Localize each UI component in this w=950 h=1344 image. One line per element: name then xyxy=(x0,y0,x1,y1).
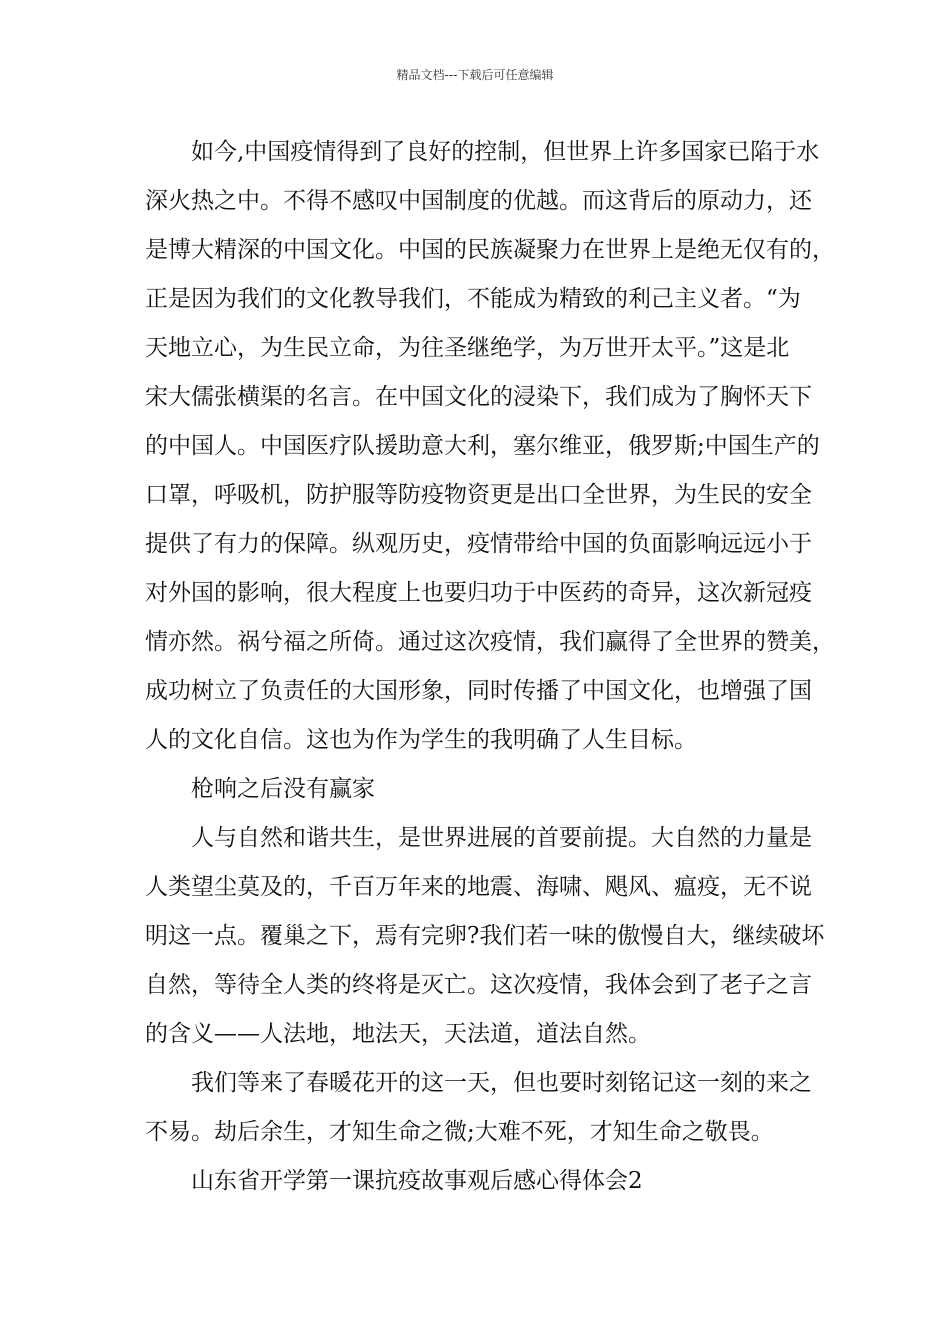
heading-text: 枪响之后没有赢家 xyxy=(191,776,375,802)
text-line: 如今,中国疫情得到了良好的控制，但世界上许多国家已陷于水 xyxy=(191,139,820,165)
section-title xyxy=(145,1157,833,1206)
paragraph xyxy=(145,1059,833,1157)
text-line: 正是因为我们的文化教导我们，不能成为精致的利己主义者。“为 xyxy=(145,286,801,312)
text-line: 人与自然和谐共生，是世界进展的首要前提。大自然的力量是 xyxy=(191,825,812,851)
text-line: 情亦然。祸兮福之所倚。通过这次疫情，我们赢得了全世界的赞美， xyxy=(145,629,835,655)
text-line: 提供了有力的保障。纵观历史，疫情带给中国的负面影响远远小于 xyxy=(145,531,812,557)
document-body xyxy=(145,128,833,1206)
text-line: 是博大精深的中国文化。中国的民族凝聚力在世界上是绝无仅有的， xyxy=(145,237,835,263)
text-line: 人的文化自信。这也为作为学生的我明确了人生目标。 xyxy=(145,727,697,753)
section-heading xyxy=(145,765,833,814)
text-line: 不易。劫后余生，才知生命之微;大难不死，才知生命之敬畏。 xyxy=(145,1119,774,1145)
page-header: 精品文档---下载后可任意编辑 xyxy=(396,68,554,82)
text-line: 的含义——人法地，地法天，天法道，道法自然。 xyxy=(145,1021,651,1047)
text-line: 成功树立了负责任的大国形象，同时传播了中国文化，也增强了国 xyxy=(145,678,812,704)
title-text: 山东省开学第一课抗疫故事观后感心得体会2 xyxy=(191,1168,643,1194)
paragraph xyxy=(145,128,833,765)
text-line: 明这一点。覆巢之下，焉有完卵?我们若一味的傲慢自大，继续破坏 xyxy=(145,923,825,949)
text-line: 口罩，呼吸机，防护服等防疫物资更是出口全世界，为生民的安全 xyxy=(145,482,812,508)
text-line: 天地立心，为生民立命，为往圣继绝学，为万世开太平。”这是北 xyxy=(145,335,790,361)
text-line: 自然，等待全人类的终将是灭亡。这次疫情，我体会到了老子之言 xyxy=(145,972,812,998)
text-line: 宋大儒张横渠的名言。在中国文化的浸染下，我们成为了胸怀天下 xyxy=(145,384,812,410)
text-line: 对外国的影响，很大程度上也要归功于中医药的奇异，这次新冠疫 xyxy=(145,580,812,606)
paragraph xyxy=(145,814,833,1059)
text-line: 人类望尘莫及的，千百万年来的地震、海啸、飓风、瘟疫，无不说 xyxy=(145,874,812,900)
text-line: 深火热之中。不得不感叹中国制度的优越。而这背后的原动力，还 xyxy=(145,188,812,214)
text-line: 的中国人。中国医疗队援助意大利，塞尔维亚，俄罗斯;中国生产的 xyxy=(145,433,820,459)
text-line: 我们等来了春暖花开的这一天，但也要时刻铭记这一刻的来之 xyxy=(191,1070,812,1096)
